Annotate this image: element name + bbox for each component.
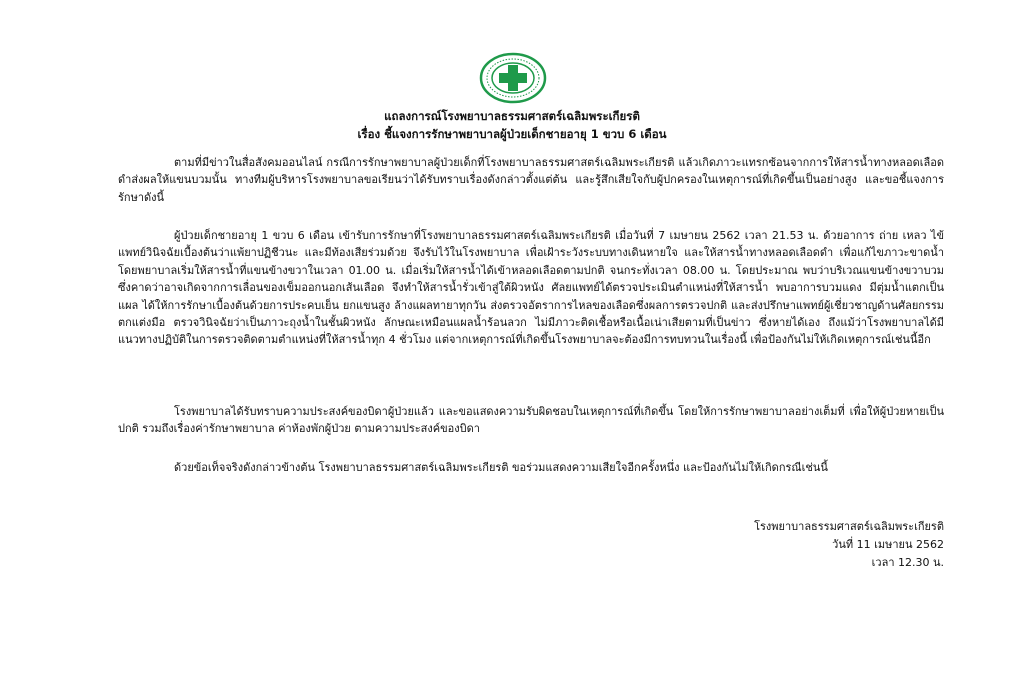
paragraph-treatment-details: ผู้ป่วยเด็กชายอายุ 1 ขวบ 6 เดือน เข้ารับการรักษาที่โรงพยาบาลธรรมศาสตร์เฉลิมพระเกียรติ เมื่อวันที่ 7 เมษายน 2562 เวลา 21.53 น. ด้วยอาการ ถ่าย เหลว ไข้ แพทย์วินิจฉัยเบื้องต้นว่าแพ้ยาปฏิชีวนะ และมีท้องเสียร่วมด้วย จึงรับไว้ในโรงพยาบาล เพื่อเฝ้าระวังระบบทางเดินหายใจ และให้สารน้ำทางหลอดเลือดดำ เพื่อแก้ไขภาวะขาดน้ำ โดยพยาบาลเริ่มให้สารน้ำที่แขนข้างขวาในเวลา 01.00 น. เมื่อเริ่มให้สารน้ำได้เข้าหลอดเลือดตามปกติ จนกระทั่งเวลา 08.00 น. โดยประมาณ พบว่าบริเวณแขนข้างขวาบวม ซึ่งคาดว่าอาจเกิดจากการเลื่อนของเข็มออกนอกเส้นเลือด จึงทำให้สารน้ำรั่วเข้าสู่ใต้ผิวหนัง ศัลยแพทย์ได้ตรวจประเมินตำแหน่งที่ให้สารน้ำ พบอาการบวมแดง มีตุ่มน้ำแตกเป็นแผล ได้ให้การรักษาเบื้องต้นด้วยการประคบเย็น ยกแขนสูง ล้างแผลทายาทุกวัน ส่งตรวจอัตราการไหลของเลือดซึ่งผลการตรวจปกติ และส่งปรึกษาแพทย์ผู้เชี่ยวชาญด้านศัลยกรรมตกแต่งมือ ตรวจวินิจฉัยว่าเป็นภาวะถุงน้ำในชั้นผิวหนัง ลักษณะเหมือนแผลน้ำร้อนลวก ไม่มีภาวะติดเชื้อหรือเนื้อเน่าเสียตามที่เป็นข่าว ซึ่งหายได้เอง ถึงแม้ว่าโรงพยาบาลได้มีแนวทางปฏิบัติในการตรวจติดตามตำแหน่งที่ให้สารน้ำทุก 4 ชั่วโมง แต่จากเหตุการณ์ที่เกิดขึ้นโรงพยาบาลจะต้องมีการทบทวนในเรื่องนี้ เพื่อป้องกันไม่ให้เกิดเหตุการณ์เช่นนี้อีก [118,229,944,347]
signature-organization: โรงพยาบาลธรรมศาสตร์เฉลิมพระเกียรติ [754,520,944,533]
paragraph-responsibility: โรงพยาบาลได้รับทราบความประสงค์ของบิดาผู้ป่วยแล้ว และขอแสดงความรับผิดชอบในเหตุการณ์ที่เกิดขึ้น โดยให้การรักษาพยาบาลอย่างเต็มที่ เพื่อให้ผู้ป่วยหายเป็นปกติ รวมถึงเรื่องค่ารักษาพยาบาล ค่าห้องพักผู้ป่วย ตามความประสงค์ของบิดา [118,405,944,436]
document-title: แถลงการณ์โรงพยาบาลธรรมศาสตร์เฉลิมพระเกียรติ [384,109,640,123]
signature-date: วันที่ 11 เมษายน 2562 [832,538,944,551]
document-subject: เรื่อง ชี้แจงการรักษาพยาบาลผู้ป่วยเด็กชายอายุ 1 ขวบ 6 เดือน [357,127,667,141]
paragraph-intro: ตามที่มีข่าวในสื่อสังคมออนไลน์ กรณีการรักษาพยาบาลผู้ป่วยเด็กที่โรงพยาบาลธรรมศาสตร์เฉลิมพระเกียรติ แล้วเกิดภาวะแทรกซ้อนจากการให้สารน้ำทางหลอดเลือดดำส่งผลให้แขนบวมนั้น ทางทีมผู้บริหารโรงพยาบาลขอเรียนว่าได้รับทราบเรื่องดังกล่าวตั้งแต่ต้น และรู้สึกเสียใจกับผู้ปกครองในเหตุการณ์ที่เกิดขึ้นเป็นอย่างสูง และขอชี้แจงการรักษาดังนี้ [118,156,944,204]
paragraph-closing: ด้วยข้อเท็จจริงดังกล่าวข้างต้น โรงพยาบาลธรรมศาสตร์เฉลิมพระเกียรติ ขอร่วมแสดงความเสียใจอีกครั้งหนึ่ง และป้องกันไม่ให้เกิดกรณีเช่นนี้ [174,461,828,474]
signature-time: เวลา 12.30 น. [871,556,944,569]
hospital-logo-icon [479,52,547,104]
